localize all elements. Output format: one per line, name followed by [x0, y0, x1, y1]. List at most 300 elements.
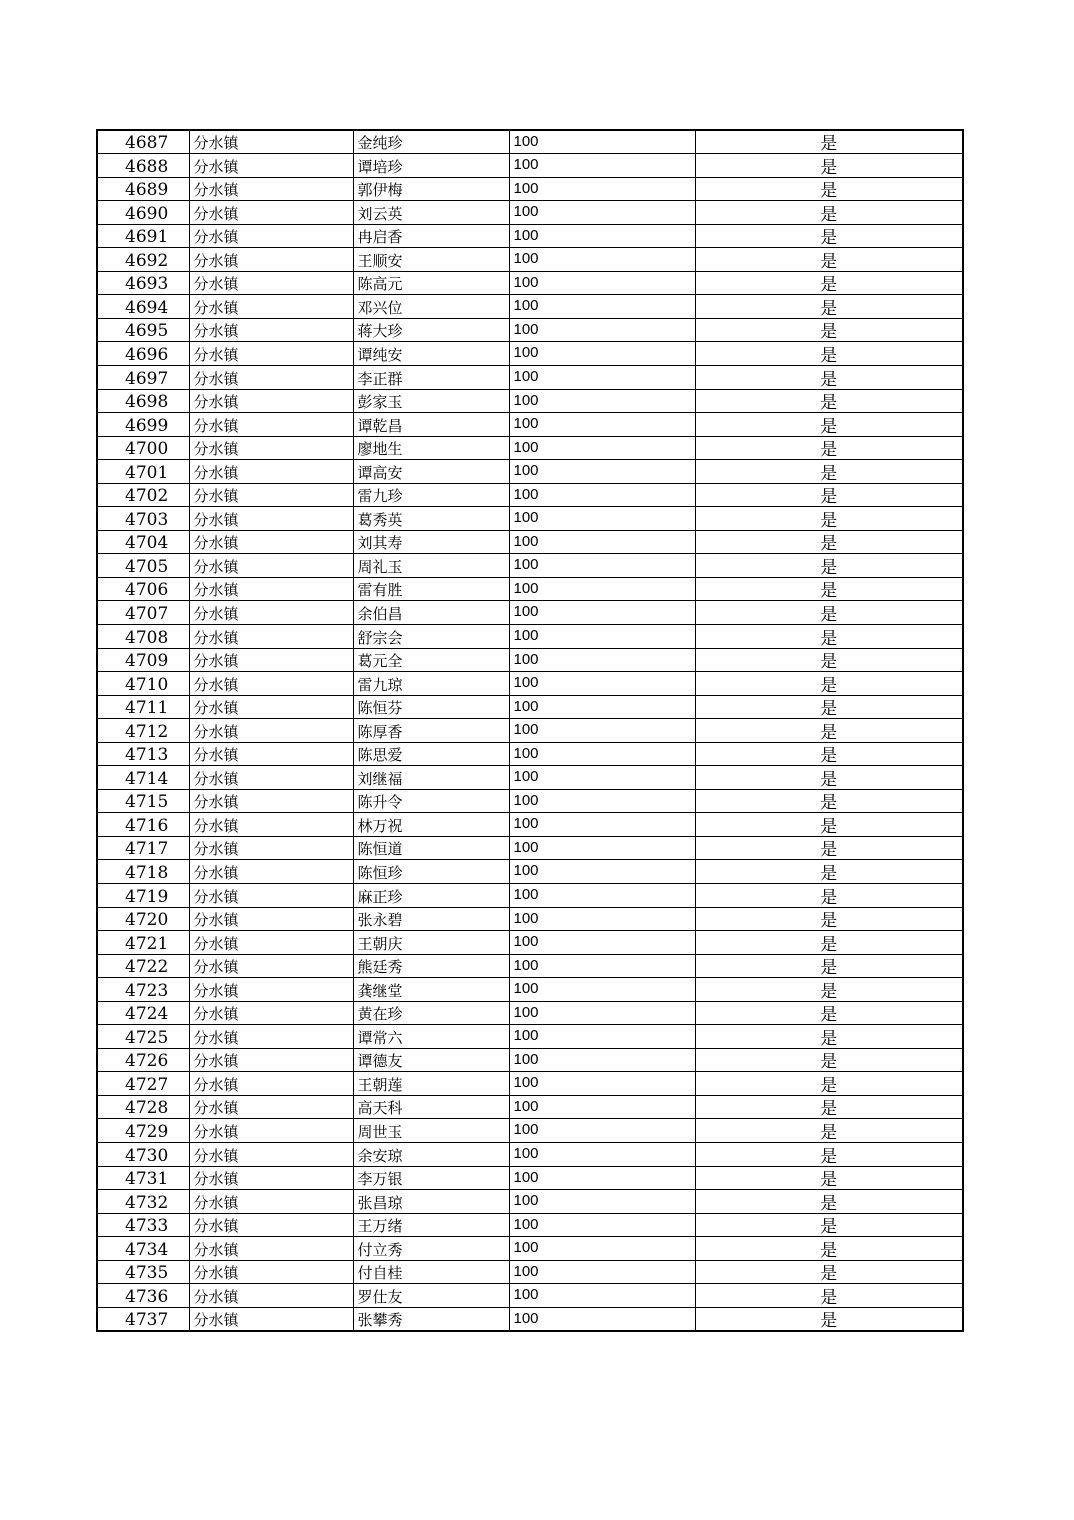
town-cell: 分水镇	[189, 224, 353, 248]
row-number-cell: 4694	[97, 295, 189, 319]
flag-cell: 是	[695, 907, 963, 931]
row-number-cell: 4703	[97, 507, 189, 531]
name-cell: 王万绪	[353, 1213, 509, 1237]
amount-cell: 100	[509, 1307, 695, 1331]
name-cell: 陈高元	[353, 271, 509, 295]
table-row	[97, 648, 963, 672]
row-number-cell: 4725	[97, 1025, 189, 1049]
flag-cell: 是	[695, 813, 963, 837]
table-row	[97, 1260, 963, 1284]
flag-cell: 是	[695, 601, 963, 625]
amount-cell: 100	[509, 248, 695, 272]
amount-cell: 100	[509, 507, 695, 531]
name-cell: 高天科	[353, 1095, 509, 1119]
amount-cell: 100	[509, 1048, 695, 1072]
table-row	[97, 954, 963, 978]
flag-cell: 是	[695, 1119, 963, 1143]
row-number-cell: 4737	[97, 1307, 189, 1331]
flag-cell: 是	[695, 577, 963, 601]
table-row	[97, 389, 963, 413]
row-number-cell: 4688	[97, 154, 189, 178]
row-number-cell: 4710	[97, 672, 189, 696]
table-row	[97, 1213, 963, 1237]
name-cell: 付自桂	[353, 1260, 509, 1284]
row-number-cell: 4721	[97, 931, 189, 955]
flag-cell: 是	[695, 365, 963, 389]
table-row	[97, 860, 963, 884]
amount-cell: 100	[509, 1143, 695, 1167]
table-row	[97, 719, 963, 743]
table-row	[97, 1119, 963, 1143]
table-row	[97, 1284, 963, 1308]
amount-cell: 100	[509, 295, 695, 319]
table-row	[97, 460, 963, 484]
row-number-cell: 4706	[97, 577, 189, 601]
name-cell: 王朝莲	[353, 1072, 509, 1096]
town-cell: 分水镇	[189, 648, 353, 672]
amount-cell: 100	[509, 1119, 695, 1143]
row-number-cell: 4733	[97, 1213, 189, 1237]
town-cell: 分水镇	[189, 154, 353, 178]
table-row	[97, 695, 963, 719]
town-cell: 分水镇	[189, 248, 353, 272]
flag-cell: 是	[695, 483, 963, 507]
row-number-cell: 4708	[97, 624, 189, 648]
row-number-cell: 4730	[97, 1143, 189, 1167]
flag-cell: 是	[695, 318, 963, 342]
row-number-cell: 4722	[97, 954, 189, 978]
flag-cell: 是	[695, 389, 963, 413]
name-cell: 罗仕友	[353, 1284, 509, 1308]
town-cell: 分水镇	[189, 130, 353, 154]
amount-cell: 100	[509, 577, 695, 601]
name-cell: 刘其寿	[353, 530, 509, 554]
table-row	[97, 130, 963, 154]
flag-cell: 是	[695, 624, 963, 648]
name-cell: 郭伊梅	[353, 177, 509, 201]
amount-cell: 100	[509, 1025, 695, 1049]
row-number-cell: 4716	[97, 813, 189, 837]
row-number-cell: 4715	[97, 789, 189, 813]
row-number-cell: 4736	[97, 1284, 189, 1308]
flag-cell: 是	[695, 884, 963, 908]
name-cell: 谭德友	[353, 1048, 509, 1072]
row-number-cell: 4719	[97, 884, 189, 908]
flag-cell: 是	[695, 460, 963, 484]
name-cell: 舒宗会	[353, 624, 509, 648]
amount-cell: 100	[509, 931, 695, 955]
town-cell: 分水镇	[189, 1260, 353, 1284]
table-row	[97, 1072, 963, 1096]
flag-cell: 是	[695, 1260, 963, 1284]
row-number-cell: 4727	[97, 1072, 189, 1096]
town-cell: 分水镇	[189, 742, 353, 766]
flag-cell: 是	[695, 1143, 963, 1167]
row-number-cell: 4720	[97, 907, 189, 931]
row-number-cell: 4699	[97, 413, 189, 437]
row-number-cell: 4734	[97, 1237, 189, 1261]
row-number-cell: 4705	[97, 554, 189, 578]
flag-cell: 是	[695, 742, 963, 766]
name-cell: 张攀秀	[353, 1307, 509, 1331]
town-cell: 分水镇	[189, 436, 353, 460]
table-row	[97, 154, 963, 178]
row-number-cell: 4689	[97, 177, 189, 201]
town-cell: 分水镇	[189, 624, 353, 648]
table-row	[97, 1190, 963, 1214]
amount-cell: 100	[509, 907, 695, 931]
amount-cell: 100	[509, 954, 695, 978]
table-row	[97, 554, 963, 578]
flag-cell: 是	[695, 530, 963, 554]
table-row	[97, 365, 963, 389]
town-cell: 分水镇	[189, 719, 353, 743]
town-cell: 分水镇	[189, 789, 353, 813]
table-row	[97, 1307, 963, 1331]
town-cell: 分水镇	[189, 1213, 353, 1237]
row-number-cell: 4698	[97, 389, 189, 413]
name-cell: 葛元全	[353, 648, 509, 672]
flag-cell: 是	[695, 413, 963, 437]
table-row	[97, 177, 963, 201]
table-row	[97, 483, 963, 507]
town-cell: 分水镇	[189, 1048, 353, 1072]
table-row	[97, 1237, 963, 1261]
amount-cell: 100	[509, 648, 695, 672]
name-cell: 廖地生	[353, 436, 509, 460]
table-row	[97, 530, 963, 554]
row-number-cell: 4723	[97, 978, 189, 1002]
name-cell: 彭家玉	[353, 389, 509, 413]
amount-cell: 100	[509, 601, 695, 625]
amount-cell: 100	[509, 766, 695, 790]
row-number-cell: 4714	[97, 766, 189, 790]
flag-cell: 是	[695, 554, 963, 578]
name-cell: 谭高安	[353, 460, 509, 484]
row-number-cell: 4693	[97, 271, 189, 295]
name-cell: 陈恒道	[353, 836, 509, 860]
table-row	[97, 931, 963, 955]
town-cell: 分水镇	[189, 1190, 353, 1214]
flag-cell: 是	[695, 1095, 963, 1119]
table-row	[97, 907, 963, 931]
row-number-cell: 4697	[97, 365, 189, 389]
flag-cell: 是	[695, 1166, 963, 1190]
row-number-cell: 4717	[97, 836, 189, 860]
flag-cell: 是	[695, 1190, 963, 1214]
amount-cell: 100	[509, 789, 695, 813]
amount-cell: 100	[509, 318, 695, 342]
town-cell: 分水镇	[189, 836, 353, 860]
table-row	[97, 318, 963, 342]
amount-cell: 100	[509, 860, 695, 884]
name-cell: 陈恒珍	[353, 860, 509, 884]
town-cell: 分水镇	[189, 177, 353, 201]
row-number-cell: 4709	[97, 648, 189, 672]
row-number-cell: 4692	[97, 248, 189, 272]
name-cell: 张永碧	[353, 907, 509, 931]
table-row	[97, 507, 963, 531]
flag-cell: 是	[695, 1001, 963, 1025]
name-cell: 谭常六	[353, 1025, 509, 1049]
name-cell: 龚继堂	[353, 978, 509, 1002]
row-number-cell: 4729	[97, 1119, 189, 1143]
town-cell: 分水镇	[189, 201, 353, 225]
town-cell: 分水镇	[189, 1307, 353, 1331]
town-cell: 分水镇	[189, 907, 353, 931]
amount-cell: 100	[509, 365, 695, 389]
town-cell: 分水镇	[189, 483, 353, 507]
name-cell: 刘云英	[353, 201, 509, 225]
name-cell: 王朝庆	[353, 931, 509, 955]
flag-cell: 是	[695, 224, 963, 248]
town-cell: 分水镇	[189, 1095, 353, 1119]
flag-cell: 是	[695, 1048, 963, 1072]
town-cell: 分水镇	[189, 1143, 353, 1167]
amount-cell: 100	[509, 130, 695, 154]
table-row	[97, 1166, 963, 1190]
table-row	[97, 577, 963, 601]
town-cell: 分水镇	[189, 695, 353, 719]
amount-cell: 100	[509, 554, 695, 578]
flag-cell: 是	[695, 1307, 963, 1331]
name-cell: 谭纯安	[353, 342, 509, 366]
flag-cell: 是	[695, 1072, 963, 1096]
town-cell: 分水镇	[189, 601, 353, 625]
town-cell: 分水镇	[189, 507, 353, 531]
name-cell: 麻正珍	[353, 884, 509, 908]
amount-cell: 100	[509, 389, 695, 413]
name-cell: 雷九珍	[353, 483, 509, 507]
name-cell: 张昌琼	[353, 1190, 509, 1214]
flag-cell: 是	[695, 1025, 963, 1049]
amount-cell: 100	[509, 460, 695, 484]
table-row	[97, 224, 963, 248]
name-cell: 李万银	[353, 1166, 509, 1190]
table-row	[97, 295, 963, 319]
table-row	[97, 766, 963, 790]
town-cell: 分水镇	[189, 295, 353, 319]
town-cell: 分水镇	[189, 1072, 353, 1096]
town-cell: 分水镇	[189, 530, 353, 554]
town-cell: 分水镇	[189, 365, 353, 389]
name-cell: 雷九琼	[353, 672, 509, 696]
name-cell: 葛秀英	[353, 507, 509, 531]
town-cell: 分水镇	[189, 1001, 353, 1025]
row-number-cell: 4732	[97, 1190, 189, 1214]
name-cell: 王顺安	[353, 248, 509, 272]
flag-cell: 是	[695, 836, 963, 860]
row-number-cell: 4731	[97, 1166, 189, 1190]
name-cell: 陈升令	[353, 789, 509, 813]
amount-cell: 100	[509, 1072, 695, 1096]
town-cell: 分水镇	[189, 389, 353, 413]
row-number-cell: 4690	[97, 201, 189, 225]
row-number-cell: 4728	[97, 1095, 189, 1119]
name-cell: 谭培珍	[353, 154, 509, 178]
row-number-cell: 4702	[97, 483, 189, 507]
name-cell: 林万祝	[353, 813, 509, 837]
amount-cell: 100	[509, 436, 695, 460]
town-cell: 分水镇	[189, 884, 353, 908]
amount-cell: 100	[509, 836, 695, 860]
row-number-cell: 4724	[97, 1001, 189, 1025]
data-table	[96, 129, 964, 1332]
name-cell: 刘继福	[353, 766, 509, 790]
amount-cell: 100	[509, 201, 695, 225]
name-cell: 周礼玉	[353, 554, 509, 578]
name-cell: 陈恒芬	[353, 695, 509, 719]
amount-cell: 100	[509, 177, 695, 201]
table-row	[97, 271, 963, 295]
amount-cell: 100	[509, 1213, 695, 1237]
amount-cell: 100	[509, 1001, 695, 1025]
row-number-cell: 4718	[97, 860, 189, 884]
table-row	[97, 978, 963, 1002]
name-cell: 陈思爱	[353, 742, 509, 766]
town-cell: 分水镇	[189, 342, 353, 366]
table-row	[97, 672, 963, 696]
name-cell: 金纯珍	[353, 130, 509, 154]
town-cell: 分水镇	[189, 931, 353, 955]
table-row	[97, 1143, 963, 1167]
amount-cell: 100	[509, 695, 695, 719]
table-row	[97, 1025, 963, 1049]
amount-cell: 100	[509, 719, 695, 743]
row-number-cell: 4700	[97, 436, 189, 460]
town-cell: 分水镇	[189, 1119, 353, 1143]
amount-cell: 100	[509, 884, 695, 908]
amount-cell: 100	[509, 813, 695, 837]
table-body	[97, 130, 963, 1331]
name-cell: 付立秀	[353, 1237, 509, 1261]
flag-cell: 是	[695, 931, 963, 955]
name-cell: 冉启香	[353, 224, 509, 248]
table-row	[97, 248, 963, 272]
name-cell: 雷有胜	[353, 577, 509, 601]
row-number-cell: 4691	[97, 224, 189, 248]
flag-cell: 是	[695, 271, 963, 295]
row-number-cell: 4735	[97, 1260, 189, 1284]
table-row	[97, 1095, 963, 1119]
amount-cell: 100	[509, 1095, 695, 1119]
town-cell: 分水镇	[189, 813, 353, 837]
town-cell: 分水镇	[189, 978, 353, 1002]
town-cell: 分水镇	[189, 271, 353, 295]
flag-cell: 是	[695, 789, 963, 813]
row-number-cell: 4713	[97, 742, 189, 766]
town-cell: 分水镇	[189, 766, 353, 790]
amount-cell: 100	[509, 672, 695, 696]
flag-cell: 是	[695, 648, 963, 672]
row-number-cell: 4707	[97, 601, 189, 625]
town-cell: 分水镇	[189, 954, 353, 978]
table-row	[97, 884, 963, 908]
name-cell: 邓兴位	[353, 295, 509, 319]
flag-cell: 是	[695, 507, 963, 531]
table-row	[97, 813, 963, 837]
name-cell: 黄在珍	[353, 1001, 509, 1025]
name-cell: 余伯昌	[353, 601, 509, 625]
row-number-cell: 4701	[97, 460, 189, 484]
flag-cell: 是	[695, 1213, 963, 1237]
table-row	[97, 436, 963, 460]
flag-cell: 是	[695, 1237, 963, 1261]
amount-cell: 100	[509, 271, 695, 295]
amount-cell: 100	[509, 413, 695, 437]
name-cell: 蒋大珍	[353, 318, 509, 342]
town-cell: 分水镇	[189, 860, 353, 884]
table-row	[97, 742, 963, 766]
town-cell: 分水镇	[189, 1166, 353, 1190]
flag-cell: 是	[695, 130, 963, 154]
name-cell: 谭乾昌	[353, 413, 509, 437]
flag-cell: 是	[695, 860, 963, 884]
town-cell: 分水镇	[189, 1237, 353, 1261]
amount-cell: 100	[509, 742, 695, 766]
flag-cell: 是	[695, 436, 963, 460]
row-number-cell: 4696	[97, 342, 189, 366]
amount-cell: 100	[509, 624, 695, 648]
town-cell: 分水镇	[189, 318, 353, 342]
row-number-cell: 4704	[97, 530, 189, 554]
town-cell: 分水镇	[189, 672, 353, 696]
flag-cell: 是	[695, 1284, 963, 1308]
flag-cell: 是	[695, 672, 963, 696]
table-row	[97, 1048, 963, 1072]
flag-cell: 是	[695, 295, 963, 319]
name-cell: 陈厚香	[353, 719, 509, 743]
amount-cell: 100	[509, 1284, 695, 1308]
table-row	[97, 624, 963, 648]
name-cell: 李正群	[353, 365, 509, 389]
town-cell: 分水镇	[189, 1284, 353, 1308]
row-number-cell: 4711	[97, 695, 189, 719]
flag-cell: 是	[695, 201, 963, 225]
town-cell: 分水镇	[189, 460, 353, 484]
flag-cell: 是	[695, 342, 963, 366]
flag-cell: 是	[695, 766, 963, 790]
flag-cell: 是	[695, 719, 963, 743]
flag-cell: 是	[695, 177, 963, 201]
row-number-cell: 4695	[97, 318, 189, 342]
name-cell: 余安琼	[353, 1143, 509, 1167]
table-row	[97, 836, 963, 860]
town-cell: 分水镇	[189, 554, 353, 578]
amount-cell: 100	[509, 483, 695, 507]
table-row	[97, 1001, 963, 1025]
row-number-cell: 4726	[97, 1048, 189, 1072]
town-cell: 分水镇	[189, 577, 353, 601]
name-cell: 熊廷秀	[353, 954, 509, 978]
town-cell: 分水镇	[189, 1025, 353, 1049]
flag-cell: 是	[695, 954, 963, 978]
name-cell: 周世玉	[353, 1119, 509, 1143]
amount-cell: 100	[509, 1190, 695, 1214]
flag-cell: 是	[695, 978, 963, 1002]
table-row	[97, 601, 963, 625]
row-number-cell: 4687	[97, 130, 189, 154]
amount-cell: 100	[509, 1237, 695, 1261]
amount-cell: 100	[509, 1166, 695, 1190]
flag-cell: 是	[695, 695, 963, 719]
flag-cell: 是	[695, 154, 963, 178]
table-row	[97, 201, 963, 225]
amount-cell: 100	[509, 342, 695, 366]
amount-cell: 100	[509, 1260, 695, 1284]
table-row	[97, 413, 963, 437]
table-row	[97, 789, 963, 813]
